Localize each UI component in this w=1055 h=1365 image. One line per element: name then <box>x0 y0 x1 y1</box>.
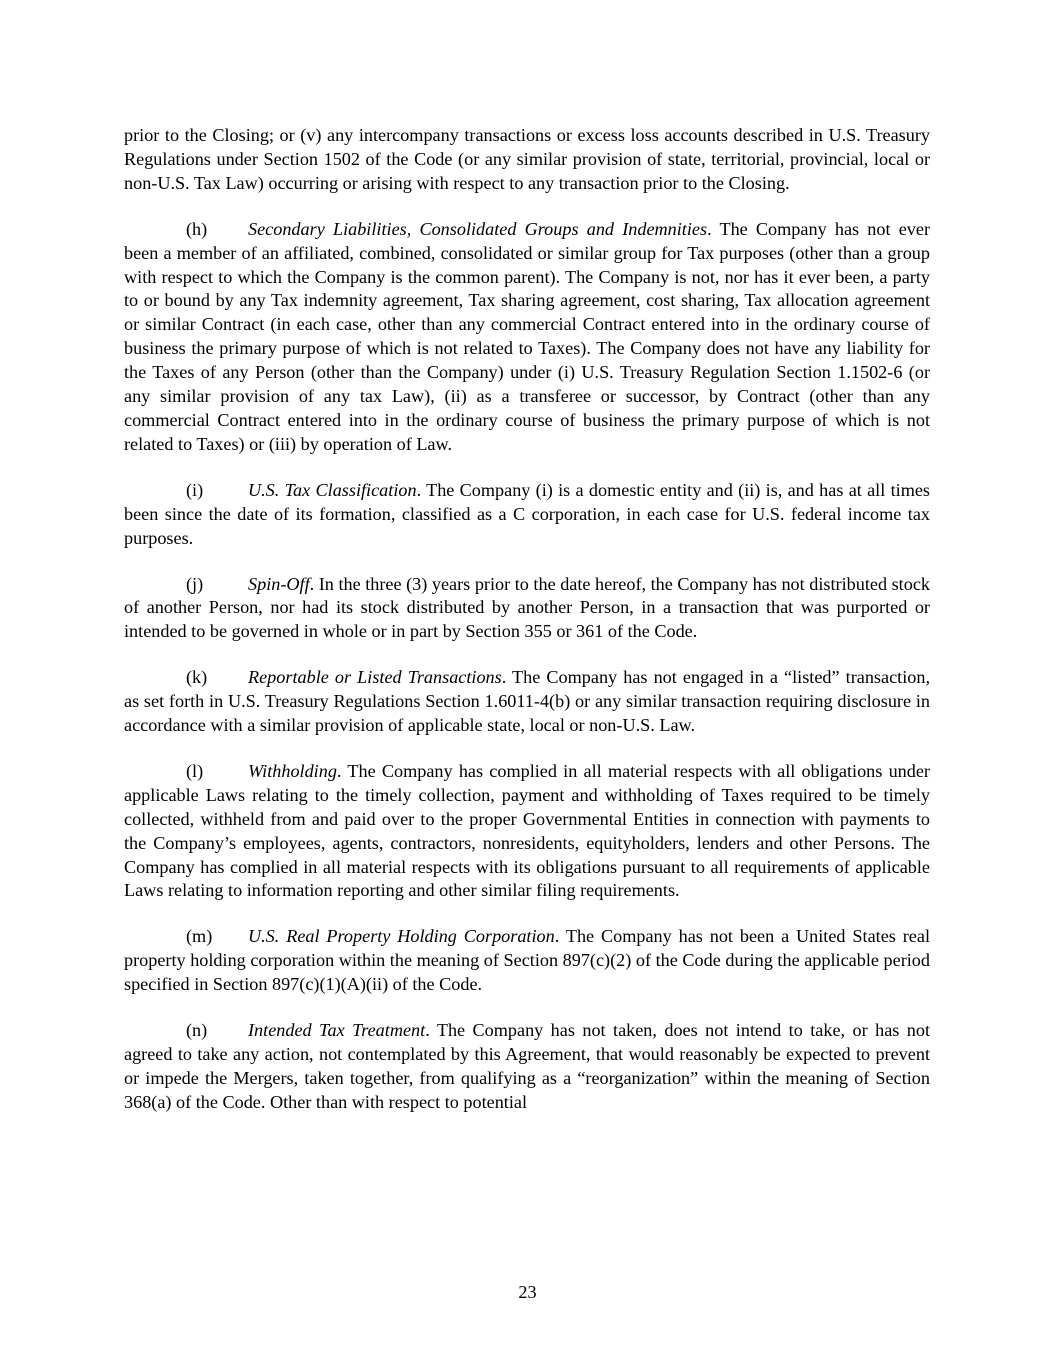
section-heading: Intended Tax Treatment <box>248 1020 426 1041</box>
section-body: . The Company has complied in all material respects with all obligations under applicable Laws relating to the timely collection, payment and withholding of Taxes required to be timely collected, withheld from and paid over to the proper Governmental Entities in connection with payments to the Company’s employees, agents, contractors, nonresidents, equityholders, lenders and other Persons. The Company has complied in all material respects with its obligations pursuant to all requirements of applicable Laws relating to information reporting and other similar filing requirements. <box>124 760 930 901</box>
section-label: (h) <box>186 218 208 239</box>
page-number: 23 <box>518 1282 537 1302</box>
section-body: . In the three (3) years prior to the date hereof, the Company has not distributed stock of another Person, nor had its stock distributed by another Person, in a transaction that was purported or intended to be governed in whole or in part by Section 355 or 361 of the Code. <box>124 573 930 642</box>
section-label: (m) <box>186 926 213 947</box>
opening-paragraph: prior to the Closing; or (v) any intercompany transactions or excess loss accounts described in U.S. Treasury Regulations under Section 1502 of the Code (or any similar provision of state, territorial, provincial, local or non-U.S. Tax Law) occurring or arising with respect to any transaction prior to the Closing. <box>124 125 930 193</box>
section-label: (i) <box>186 479 204 500</box>
section-body: . The Company has not ever been a member of an affiliated, combined, consolidated or similar group for Tax purposes (other than a group with respect to which the Company is the common parent). The Company is not, nor has it ever been, a party to or bound by any Tax indemnity agreement, Tax sharing agreement, cost sharing, Tax allocation agreement or similar Contract (in each case, other than any commercial Contract entered into in the ordinary course of business the primary purpose of which is not related to Taxes). The Company does not have any liability for the Taxes of any Person (other than the Company) under (i) U.S. Treasury Regulation Section 1.1502-6 (or any similar provision of any tax Law), (ii) as a transferee or successor, by Contract (other than any commercial Contract entered into in the ordinary course of business the primary purpose of which is not related to Taxes) or (iii) by operation of Law. <box>124 218 930 454</box>
section-m <box>124 925 930 997</box>
section-j <box>124 573 930 645</box>
section-label: (k) <box>186 667 208 688</box>
section-label: (j) <box>186 573 204 594</box>
section-body: . The Company has not taken, does not intend to take, or has not agreed to take any action, not contemplated by this Agreement, that would reasonably be expected to prevent or impede the Mergers, taken together, from qualifying as a “reorganization” within the meaning of Section 368(a) of the Code. Other than with respect to potential <box>124 1020 931 1112</box>
section-label: (l) <box>186 760 204 781</box>
section-i <box>124 479 930 551</box>
section-l <box>124 760 930 903</box>
section-heading: U.S. Real Property Holding Corporation <box>248 926 555 947</box>
section-body: . The Company has not been a United States real property holding corporation within the meaning of Section 897(c)(2) of the Code during the applicable period specified in Section 897(c)(1)(A)(ii) of the Code. <box>124 926 930 995</box>
section-h <box>124 218 930 457</box>
section-heading: U.S. Tax Classification <box>248 479 417 500</box>
section-body: . The Company (i) is a domestic entity and (ii) is, and has at all times been since the date of its formation, classified as a C corporation, in each case for U.S. federal income tax purposes. <box>124 479 930 548</box>
section-k <box>124 666 930 738</box>
section-heading: Secondary Liabilities, Consolidated Groups and Indemnities <box>248 218 708 239</box>
section-heading: Reportable or Listed Transactions <box>248 667 502 688</box>
document-page <box>124 124 930 1137</box>
section-heading: Spin-Off <box>248 573 310 594</box>
section-label: (n) <box>186 1020 208 1041</box>
section-heading: Withholding <box>248 760 337 781</box>
section-body: . The Company has not engaged in a “listed” transaction, as set forth in U.S. Treasury Regulations Section 1.6011-4(b) or any similar transaction requiring disclosure in accordance with a similar provision of applicable state, local or non-U.S. Law. <box>124 667 930 736</box>
section-n <box>124 1019 930 1115</box>
